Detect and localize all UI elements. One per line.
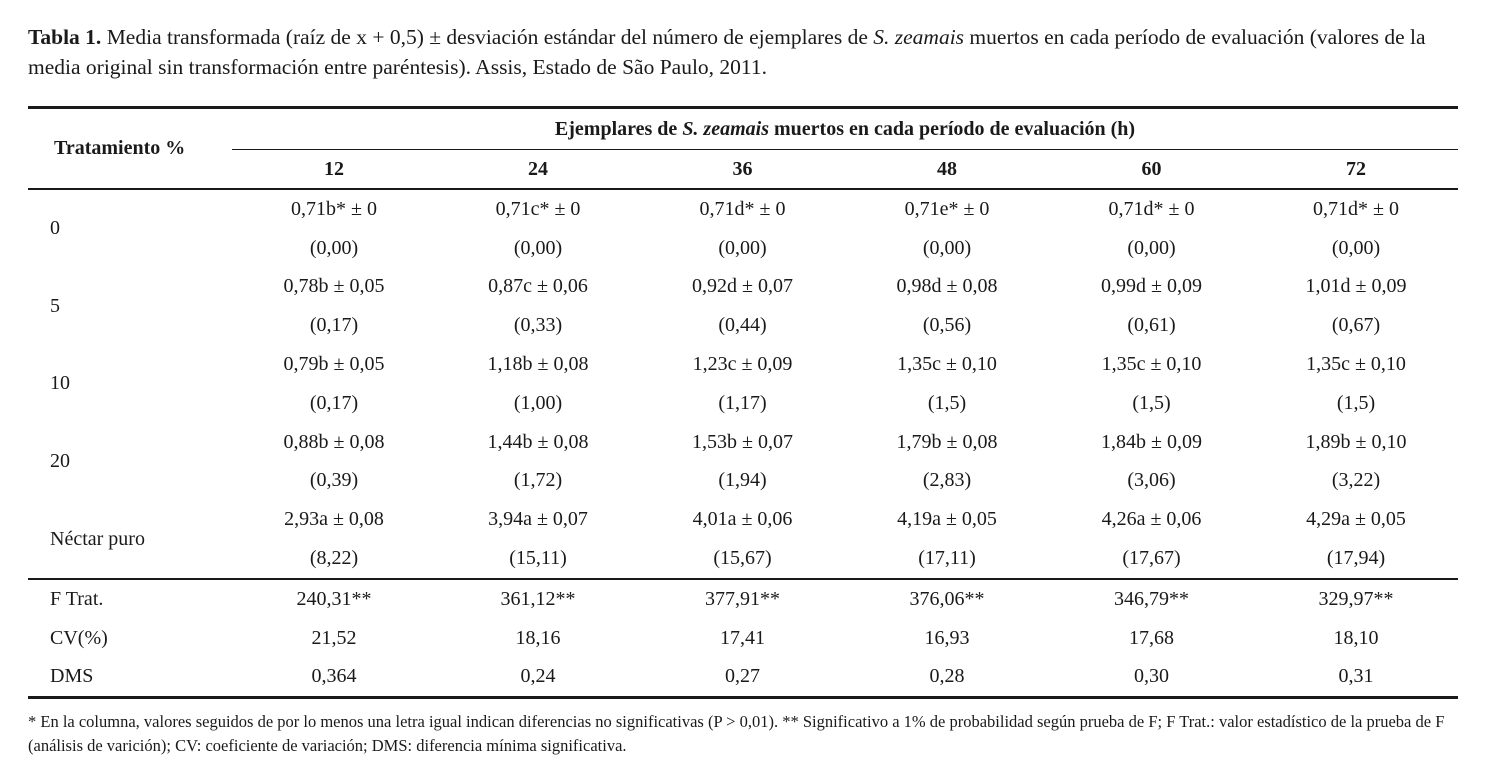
original-value: (0,17) — [309, 314, 359, 337]
group-header-species: S. zeamais — [682, 117, 769, 140]
stat-value: 376,06** — [909, 587, 985, 610]
stat-value: 0,364 — [311, 665, 357, 688]
table-caption — [28, 22, 1473, 82]
stat-value: 0,30 — [1134, 665, 1169, 688]
transformed-value: 4,29a ± 0,05 — [1306, 508, 1406, 531]
treatment-label: 20 — [50, 450, 70, 473]
original-value: (1,5) — [1132, 391, 1171, 414]
transformed-value: 0,79b ± 0,05 — [283, 353, 385, 376]
original-value: (17,11) — [918, 547, 976, 570]
table-row — [28, 306, 1458, 345]
stat-row-dms — [28, 658, 1458, 698]
original-value: (1,5) — [1336, 391, 1376, 414]
results-table — [28, 106, 1458, 699]
original-value: (0,00) — [922, 236, 972, 259]
treatment-label: 5 — [50, 294, 60, 317]
original-value: (0,39) — [309, 469, 359, 492]
transformed-value: 0,71d* ± 0 — [699, 197, 786, 220]
stat-value: 0,24 — [520, 665, 556, 688]
caption-species: S. zeamais — [873, 25, 965, 49]
original-value: (0,67) — [1331, 314, 1381, 337]
original-value: (1,17) — [718, 391, 767, 414]
caption-label: Tabla 1. — [28, 25, 102, 49]
original-value: (2,83) — [922, 469, 972, 492]
treatment-label: 10 — [50, 372, 70, 395]
group-header-text-2: muertos en cada período de evaluación (h) — [769, 117, 1136, 140]
stat-value: 377,91** — [705, 587, 780, 610]
transformed-value: 1,35c ± 0,10 — [897, 353, 997, 376]
treatment-label: Néctar puro — [50, 527, 145, 550]
original-value: (17,67) — [1122, 547, 1181, 570]
stat-value: 16,93 — [924, 626, 970, 649]
stat-value: 346,79** — [1114, 587, 1189, 610]
original-value: (8,22) — [309, 547, 359, 570]
table-footnote: * En la columna, valores seguidos de por lo menos una letra igual indican diferencias no significativas (P > 0,01). ** Significativo a 1% de probabilidad según prueba de F; F Trat.: valor estadístico de la prueba de F (análisis de varición); CV: coeficiente de variación; DMS: diferencia mínima significativa. — [28, 712, 1445, 755]
table-row — [28, 500, 1458, 539]
original-value: (1,94) — [718, 469, 767, 492]
transformed-value: 0,71b* ± 0 — [291, 197, 377, 220]
stat-label: CV(%) — [50, 626, 108, 649]
table-row — [28, 539, 1458, 579]
group-header — [232, 108, 1458, 150]
transformed-value: 0,87c ± 0,06 — [488, 275, 588, 298]
treatment-label: 0 — [50, 217, 60, 240]
transformed-value: 1,18b ± 0,08 — [487, 353, 589, 376]
stat-value: 18,10 — [1333, 626, 1379, 649]
period-header: 12 — [324, 157, 344, 180]
original-value: (0,00) — [718, 236, 767, 259]
transformed-value: 1,89b ± 0,10 — [1305, 430, 1407, 453]
transformed-value: 1,53b ± 0,07 — [692, 430, 793, 453]
original-value: (17,94) — [1326, 547, 1386, 570]
transformed-value: 4,01a ± 0,06 — [692, 508, 793, 531]
stat-label: F Trat. — [50, 587, 104, 610]
table-row — [28, 423, 1458, 462]
stat-value: 17,41 — [720, 626, 765, 649]
table-row — [28, 229, 1458, 268]
period-header: 60 — [1141, 157, 1162, 180]
stat-value: 240,31** — [296, 587, 372, 610]
original-value: (0,00) — [309, 236, 359, 259]
table-row — [28, 189, 1458, 229]
transformed-value: 1,84b ± 0,09 — [1101, 430, 1202, 453]
original-value: (1,5) — [927, 391, 967, 414]
stat-value: 361,12** — [500, 587, 576, 610]
original-value: (15,11) — [509, 547, 567, 570]
original-value: (0,00) — [1331, 236, 1381, 259]
table-row — [28, 268, 1458, 307]
transformed-value: 0,78b ± 0,05 — [283, 275, 385, 298]
transformed-value: 0,71c* ± 0 — [495, 197, 581, 220]
transformed-value: 0,71e* ± 0 — [904, 197, 990, 220]
transformed-value: 3,94a ± 0,07 — [488, 508, 588, 531]
transformed-value: 1,35c ± 0,10 — [1306, 353, 1406, 376]
transformed-value: 2,93a ± 0,08 — [284, 508, 384, 531]
original-value: (0,33) — [513, 314, 563, 337]
original-value: (0,61) — [1127, 314, 1176, 337]
transformed-value: 1,01d ± 0,09 — [1305, 275, 1407, 298]
transformed-value: 1,23c ± 0,09 — [692, 353, 793, 376]
stat-label: DMS — [50, 665, 94, 688]
original-value: (0,44) — [718, 314, 767, 337]
transformed-value: 4,19a ± 0,05 — [897, 508, 997, 531]
stat-value: 0,31 — [1338, 665, 1374, 688]
transformed-value: 0,71d* ± 0 — [1313, 197, 1399, 220]
transformed-value: 0,99d ± 0,09 — [1101, 275, 1202, 298]
period-header: 36 — [732, 157, 753, 180]
original-value: (3,06) — [1127, 469, 1176, 492]
stat-value: 0,27 — [725, 665, 760, 688]
period-header: 72 — [1346, 157, 1366, 180]
caption-text-1: Media transformada (raíz de x + 0,5) ± desviación estándar del número de ejemplares de — [101, 25, 874, 49]
table-row — [28, 384, 1458, 423]
stat-value: 0,28 — [929, 665, 965, 688]
original-value: (0,00) — [1127, 236, 1176, 259]
transformed-value: 0,92d ± 0,07 — [692, 275, 793, 298]
original-value: (15,67) — [713, 547, 772, 570]
original-value: (3,22) — [1331, 469, 1381, 492]
original-value: (0,56) — [922, 314, 972, 337]
table-row — [28, 345, 1458, 384]
period-header: 48 — [937, 157, 957, 180]
original-value: (0,17) — [309, 391, 359, 414]
transformed-value: 0,88b ± 0,08 — [283, 430, 385, 453]
period-header: 24 — [528, 157, 548, 180]
table-row — [28, 462, 1458, 501]
group-header-text-1: Ejemplares de — [554, 117, 683, 140]
stat-row-cv — [28, 619, 1458, 658]
original-value: (0,00) — [513, 236, 563, 259]
transformed-value: 0,71d* ± 0 — [1108, 197, 1195, 220]
stat-value: 329,97** — [1318, 587, 1394, 610]
original-value: (1,00) — [513, 391, 563, 414]
transformed-value: 1,44b ± 0,08 — [487, 430, 589, 453]
transformed-value: 0,98d ± 0,08 — [896, 275, 998, 298]
stat-value: 17,68 — [1129, 626, 1174, 649]
stat-value: 21,52 — [311, 626, 357, 649]
caption-text-2: muertos en cada período de evaluación (valores de la media original sin transformación entre paréntesis). Assis, Estado de São Paulo, 2011. — [28, 25, 1426, 79]
stat-value: 18,16 — [515, 626, 561, 649]
transformed-value: 1,79b ± 0,08 — [896, 430, 998, 453]
stat-row-f — [28, 579, 1458, 619]
transformed-value: 4,26a ± 0,06 — [1101, 508, 1202, 531]
transformed-value: 1,35c ± 0,10 — [1101, 353, 1202, 376]
original-value: (1,72) — [513, 469, 563, 492]
row-header: Tratamiento % — [28, 108, 232, 190]
